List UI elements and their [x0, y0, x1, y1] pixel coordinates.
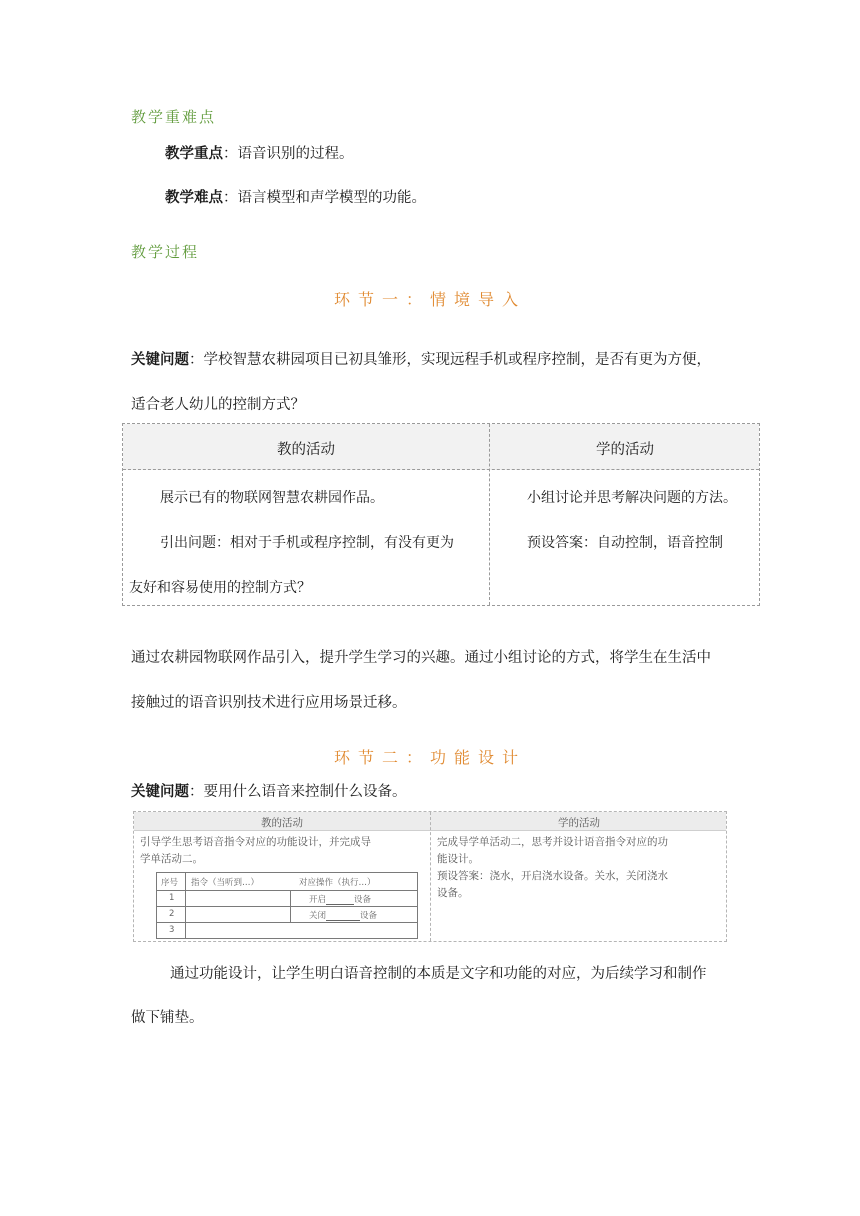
stage2-student-header: 学的活动 [558, 817, 600, 829]
stage1-teacher-header: 教的活动 [277, 442, 335, 458]
stage1-student-header: 学的活动 [596, 442, 654, 458]
stage2-summary-line2: 做下铺垫。 [131, 1010, 204, 1026]
stage1-student-line2: 预设答案：自动控制，语音控制 [527, 535, 723, 551]
stage2-table-divider [430, 812, 431, 941]
stage1-teacher-line3: 友好和容易使用的控制方式？ [129, 580, 311, 596]
stage1-heading: 环节一：情境导入 [333, 290, 526, 309]
command-row2-no: 2 [169, 909, 175, 919]
command-table-col-action: 对应操作（执行…） [299, 878, 376, 888]
command-row2-op: 关闭 [309, 911, 327, 921]
command-table-col-no: 序号 [161, 878, 179, 888]
stage2-key-question-label: 关键问题 [131, 784, 189, 800]
stage1-key-question-label: 关键问题 [131, 352, 189, 368]
command-table-rule-1 [157, 890, 417, 891]
key-point-label: 教学重点 [165, 146, 223, 162]
section-heading-key-difficult: 教学重难点 [131, 108, 217, 126]
command-row1-device: 设备 [354, 895, 372, 905]
stage1-key-question-line1 [131, 348, 711, 369]
difficult-point-text: ：语言模型和声学模型的功能。 [223, 190, 426, 206]
stage2-key-question-line [131, 780, 407, 801]
stage2-student-line3: 预设答案：浇水，开启浇水设备。关水，关闭浇水 [437, 870, 668, 882]
stage1-student-line1: 小组讨论并思考解决问题的方法。 [527, 490, 737, 506]
stage1-activity-table [122, 423, 760, 606]
difficult-point-label: 教学难点 [165, 190, 223, 206]
stage1-summary-line1: 通过农耕园物联网作品引入，提升学生学习的兴趣。通过小组讨论的方式，将学生在生活中 [131, 650, 711, 666]
stage2-teacher-header: 教的活动 [261, 817, 303, 829]
difficult-point-line [165, 186, 426, 207]
command-row3-no: 3 [169, 925, 175, 935]
command-row1-no: 1 [169, 893, 175, 903]
stage2-heading: 环节二：功能设计 [333, 748, 526, 767]
command-row1-op: 开启 [309, 895, 327, 905]
stage1-key-question-text1: ：学校智慧农耕园项目已初具雏形，实现远程手机或程序控制，是否有更为方便， [189, 352, 711, 368]
section-heading-process: 教学过程 [131, 243, 200, 261]
command-row1-action [309, 893, 371, 905]
command-table-rule-3 [157, 922, 417, 923]
stage1-teacher-line2: 引出问题：相对于手机或程序控制，有没有更为 [160, 535, 454, 551]
stage2-student-line1: 完成导学单活动二，思考并设计语音指令对应的功 [437, 836, 668, 848]
command-table-vline-2 [290, 890, 291, 922]
stage2-student-line2: 能设计。 [437, 853, 479, 865]
command-row2-blank [326, 912, 360, 921]
stage2-summary-line1: 通过功能设计，让学生明白语音控制的本质是文字和功能的对应，为后续学习和制作 [170, 966, 707, 982]
stage1-teacher-line1: 展示已有的物联网智慧农耕园作品。 [160, 490, 384, 506]
key-point-line [165, 142, 354, 163]
stage2-key-question-text: ：要用什么语音来控制什么设备。 [189, 784, 407, 800]
command-table-rule-2 [157, 906, 417, 907]
command-table-col-command: 指令（当听到…） [191, 878, 260, 888]
key-point-text: ：语音识别的过程。 [223, 146, 354, 162]
stage2-teacher-line1: 引导学生思考语音指令对应的功能设计，并完成导 [140, 836, 371, 848]
command-row2-device: 设备 [360, 911, 378, 921]
stage1-key-question-line2: 适合老人幼儿的控制方式？ [131, 397, 305, 413]
stage2-activity-table [133, 811, 727, 942]
stage2-teacher-line2: 学单活动二。 [140, 853, 203, 865]
command-mapping-table [156, 872, 418, 939]
command-table-vline-1 [185, 873, 186, 938]
stage2-student-line4: 设备。 [437, 887, 469, 899]
command-row2-action [309, 909, 377, 921]
stage1-summary-line2: 接触过的语音识别技术进行应用场景迁移。 [131, 695, 407, 711]
command-row1-blank [326, 896, 354, 905]
